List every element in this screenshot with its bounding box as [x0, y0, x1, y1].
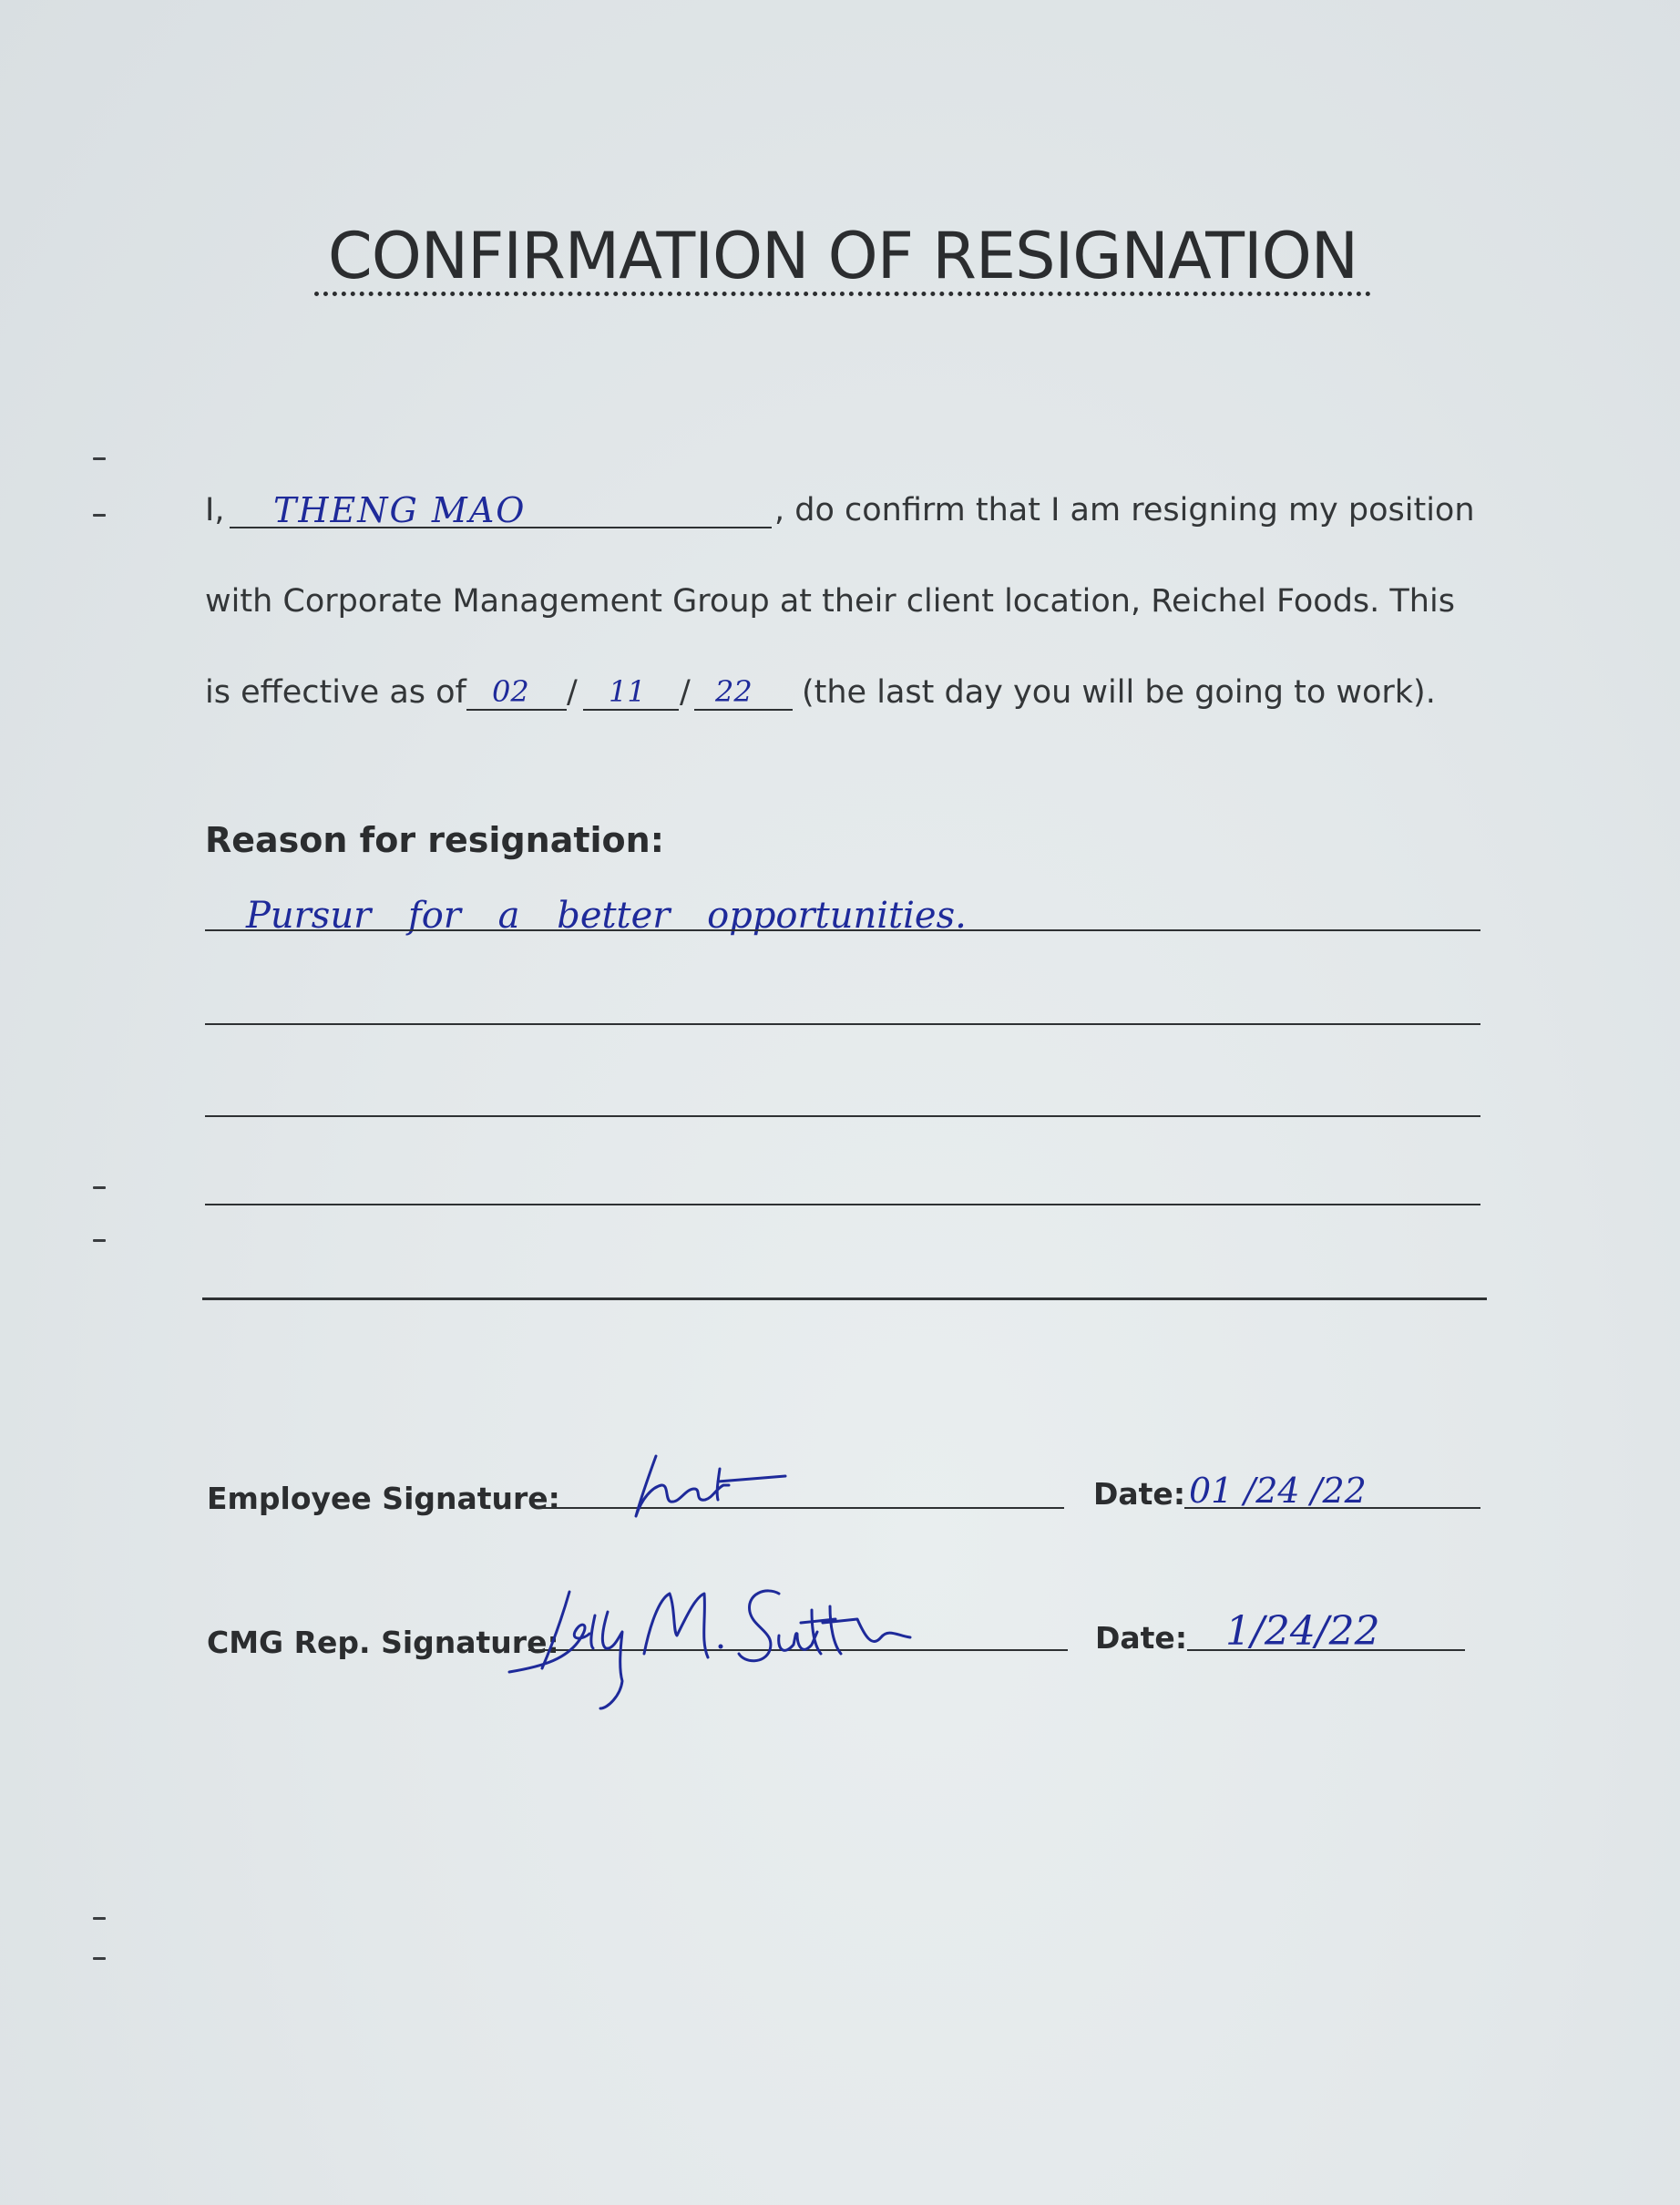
cmg-date-handwritten: 1/24/22 — [1225, 1608, 1380, 1655]
edge-mark — [93, 1917, 106, 1920]
date-separator: / — [567, 674, 578, 711]
edge-mark — [93, 457, 106, 460]
reason-line — [205, 1115, 1480, 1117]
reason-line — [205, 1023, 1480, 1025]
line3-prefix: is effective as of — [205, 674, 466, 711]
date-separator: / — [680, 674, 691, 711]
reason-line — [205, 1204, 1480, 1205]
reason-label: Reason for resignation: — [205, 820, 664, 860]
month-fill-line — [466, 709, 567, 711]
edge-mark — [93, 1186, 106, 1189]
effective-year-handwritten: 22 — [715, 674, 753, 709]
effective-month-handwritten: 02 — [492, 674, 529, 709]
edge-mark — [93, 1957, 106, 1960]
reason-line — [202, 1297, 1487, 1300]
line2-text: with Corporate Management Group at their client location, Reichel Foods. This — [205, 583, 1455, 620]
employee-date-handwritten: 01 /24 /22 — [1189, 1471, 1367, 1511]
effective-day-handwritten: 11 — [609, 674, 646, 709]
cmg-signature-image — [506, 1581, 979, 1718]
line3-suffix: (the last day you will be going to work). — [802, 674, 1436, 711]
reason-handwritten: Pursur for a better opportunities. — [246, 895, 967, 937]
document-title: CONFIRMATION OF RESIGNATION — [327, 219, 1358, 293]
employee-signature-label: Employee Signature: — [207, 1481, 560, 1516]
line1-suffix: , do confirm that I am resigning my position — [774, 492, 1475, 528]
employee-name-handwritten: THENG MAO — [273, 490, 527, 530]
employee-signature-line — [540, 1507, 1064, 1509]
day-fill-line — [583, 709, 679, 711]
line1-prefix: I, — [205, 492, 225, 528]
cmg-date-label: Date: — [1095, 1620, 1188, 1656]
edge-mark — [93, 514, 106, 517]
year-fill-line — [694, 709, 793, 711]
cmg-signature-label: CMG Rep. Signature: — [207, 1625, 559, 1660]
employee-date-label: Date: — [1093, 1476, 1186, 1512]
edge-mark — [93, 1239, 106, 1242]
reason-line — [205, 929, 1480, 931]
title-dotted-underline — [314, 292, 1371, 296]
employee-signature-image — [629, 1449, 802, 1522]
